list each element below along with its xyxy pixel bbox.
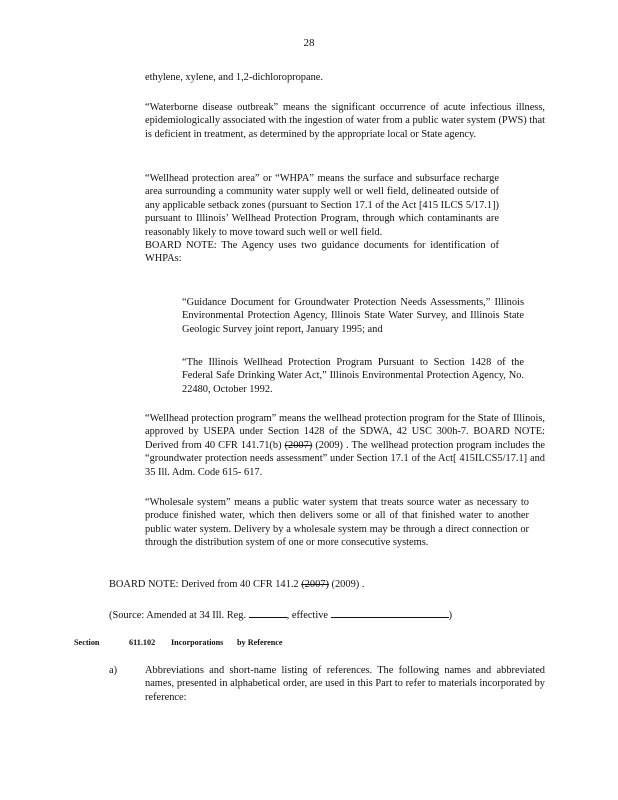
section-number: 611.102 (129, 638, 156, 647)
definition-wellhead-protection-area (145, 172, 499, 266)
intro-fragment-text: ethylene, xylene, and 1,2-dichloropropane. (145, 72, 324, 83)
page-number: 28 (303, 37, 315, 49)
whpa-definition-text: “Wellhead protection area” or “WHPA” means the surface and subsurface recharge area surrounding a community water supply well or well field, delineated outside of any applicable setback zones (pursuant to Section 17.1 of the Act [415 ILCS 5/17.1]) pursuant to Illinois’ Wellhead Protection Program, through which contaminants are reasonably likely to move toward such well or well field. (145, 173, 499, 238)
board-note-main-struck-year: (2007) (301, 579, 329, 590)
board-note-main-text-b: (2009) . (328, 579, 365, 590)
definition-wholesale-system (145, 496, 529, 550)
source-text-b: , effective (286, 610, 331, 621)
whp-program-text-b: (2009) . The wellhead protection program includes the “groundwater protection needs assessment” under Section 17.1 of the Act[ 415ILCS5/17.1] and 35 Ill. Adm. Code 615- 617. (145, 439, 545, 478)
board-note-main-text (109, 578, 509, 591)
whpa-reference-2 (182, 356, 524, 396)
section-label: Section (74, 638, 100, 647)
item-a-text: Abbreviations and short-name listing of references. The following names and abbreviated names, presented in alphabetical order, are used in this Part to refer to materials incorporated by reference: (145, 665, 545, 703)
section-title-b: by Reference (237, 638, 283, 647)
whp-program-text (145, 412, 545, 479)
item-a-label: a) (109, 665, 118, 676)
definition-wellhead-protection-program (145, 412, 545, 479)
whpa-ref1-text: “Guidance Document for Groundwater Protection Needs Assessments,” Illinois Environmental Protection Agency, Illinois State Water Survey, and Illinois State Geologic Survey joint report, January 1995; and (182, 297, 524, 335)
source-note-text (109, 607, 509, 622)
whpa-reference-1 (182, 296, 524, 336)
whp-program-struck-year: (2007) (284, 439, 313, 451)
item-a (145, 664, 545, 704)
source-effective-blank (331, 607, 449, 618)
source-note (109, 607, 509, 622)
board-note-main (109, 578, 509, 591)
source-text-c: ) (448, 610, 453, 621)
whp-program-text-a: “Wellhead protection program” means the wellhead protection program for the State of Illinois, approved by USEPA under Section 1428 of the SDWA, 42 USC 300h-7. BOARD NOTE: Derived from 40 CFR 141.71(b) (145, 413, 545, 451)
whpa-ref2-text: “The Illinois Wellhead Protection Program Pursuant to Section 1428 of the Federal Safe Drinking Water Act,” Illinois Environmental Protection Agency, No. 22480, October 1992. (182, 357, 524, 395)
definition-waterborne-disease-outbreak (145, 101, 545, 141)
whpa-board-note: BOARD NOTE: The Agency uses two guidance documents for identification of WHPAs: (145, 240, 499, 265)
board-note-main-text-a: BOARD NOTE: Derived from 40 CFR 141.2 (109, 579, 302, 590)
source-register-blank (249, 607, 287, 618)
waterborne-text: “Waterborne disease outbreak” means the significant occurrence of acute infectious illness, epidemiologically associated with the ingestion of water from a public water system (PWS) that is deficient in treatment, as determined by the appropriate local or State agency. (145, 102, 545, 140)
wholesale-text: “Wholesale system” means a public water system that treats source water as necessary to produce finished water, which then delivers some or all of that finished water to another public water system. Delivery by a wholesale system may be through a direct connection or through the distribution system of one or more consecutive systems. (145, 497, 529, 549)
paragraph-intro-fragment (145, 71, 545, 84)
section-title-a: Incorporations (171, 638, 224, 647)
source-text-a: (Source: Amended at 34 Ill. Reg. (109, 610, 249, 621)
